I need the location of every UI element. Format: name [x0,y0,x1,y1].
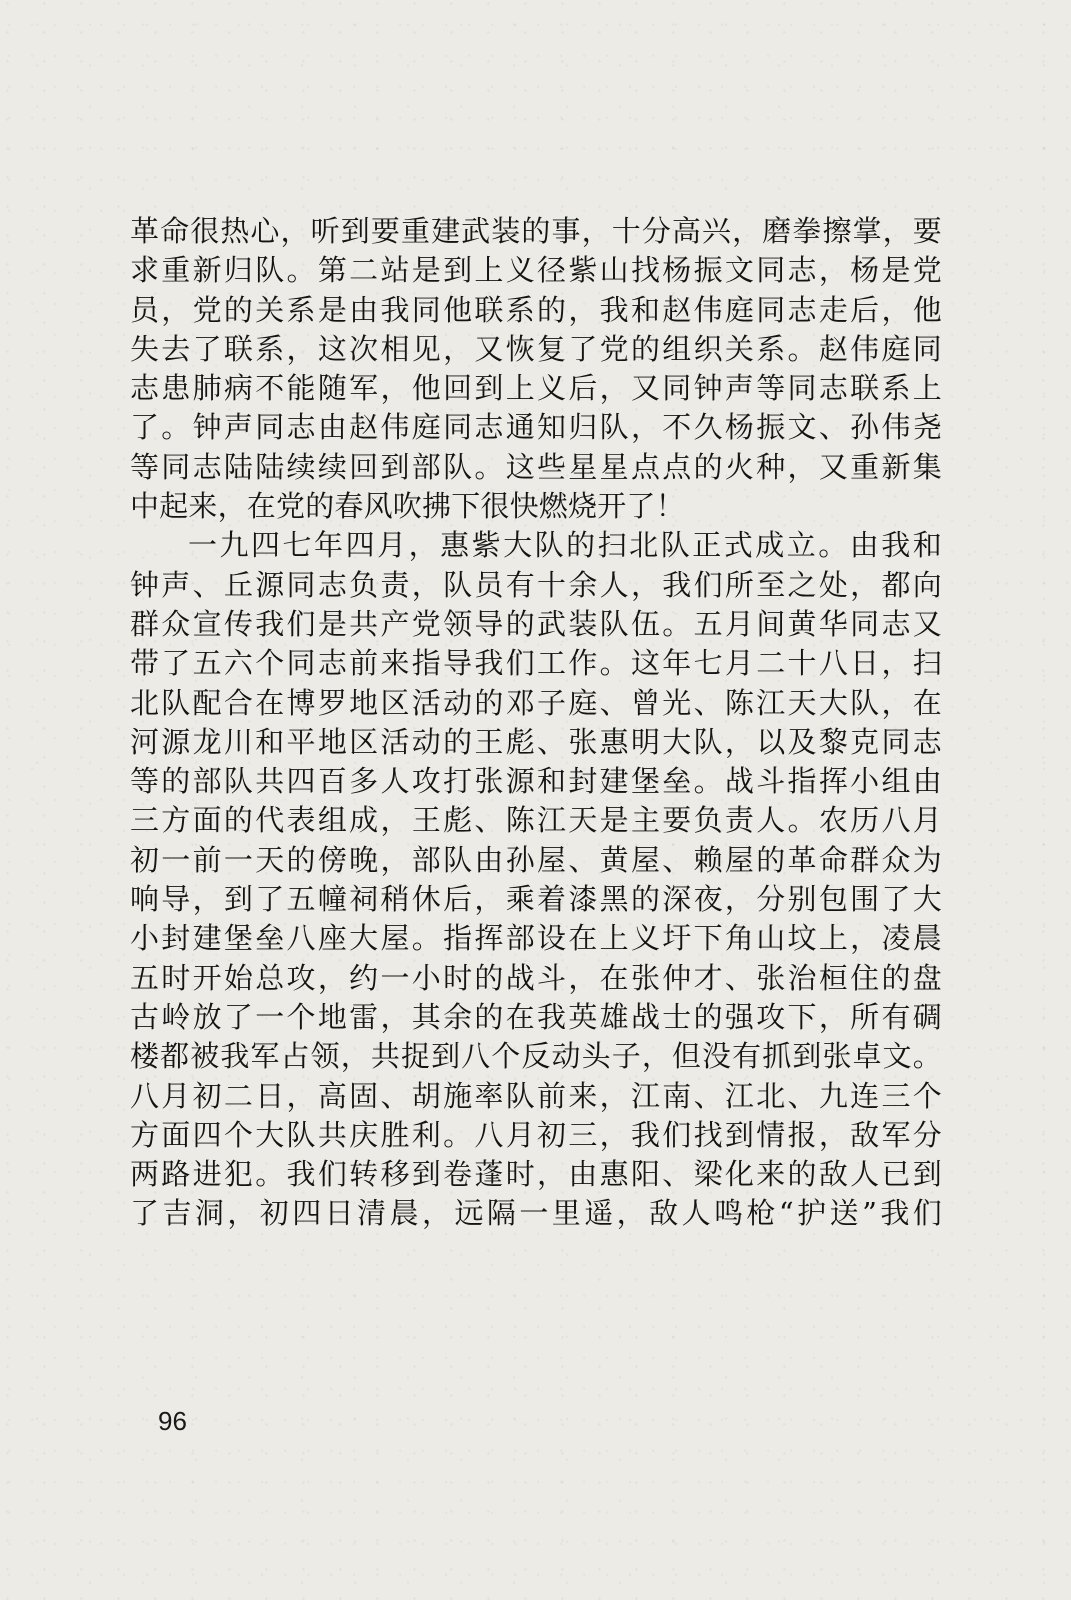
text-line: 了。钟声同志由赵伟庭同志通知归队，不久杨振文、孙伟尧 [130,410,942,445]
text-line: 响导，到了五幢祠稍休后，乘着漆黑的深夜，分别包围了大 [130,882,942,917]
text-line: 失去了联系，这次相见，又恢复了党的组织关系。赵伟庭同 [130,331,942,366]
text-line: 方面四个大队共庆胜利。八月初三，我们找到情报，敌军分 [130,1117,942,1152]
text-line: 小封建堡垒八座大屋。指挥部设在上义圩下角山坟上，凌晨 [130,921,942,956]
text-line: 等的部队共四百多人攻打张源和封建堡垒。战斗指挥小组由 [130,764,942,799]
text-line: 志患肺病不能随军，他回到上义后，又同钟声等同志联系上 [130,371,942,406]
text-line: 初一前一天的傍晚，部队由孙屋、黄屋、赖屋的革命群众为 [130,842,942,877]
text-line: 一九四七年四月，惠紫大队的扫北队正式成立。由我和 [188,528,942,563]
text-line: 三方面的代表组成，王彪、陈江天是主要负责人。农历八月 [130,803,942,838]
text-line: 求重新归队。第二站是到上义径紫山找杨振文同志，杨是党 [130,253,942,288]
text-line: 了吉洞，初四日清晨，远隔一里遥，敌人鸣枪“护送”我们 [130,1196,942,1231]
text-line: 员，党的关系是由我同他联系的，我和赵伟庭同志走后，他 [130,292,942,327]
text-line: 楼都被我军占领，共捉到八个反动头子，但没有抓到张卓文。 [130,1039,942,1074]
text-line: 河源龙川和平地区活动的王彪、张惠明大队，以及黎克同志 [130,724,942,759]
text-line: 古岭放了一个地雷，其余的在我英雄战士的强攻下，所有碉 [130,999,942,1034]
text-line: 中起来，在党的春风吹拂下很快燃烧开了！ [130,489,685,524]
text-line: 八月初二日，高固、胡施率队前来，江南、江北、九连三个 [130,1078,942,1113]
text-line: 五时开始总攻，约一小时的战斗，在张仲才、张治桓住的盘 [130,960,942,995]
text-line: 群众宣传我们是共产党领导的武装队伍。五月间黄华同志又 [130,606,942,641]
text-line: 革命很热心，听到要重建武装的事，十分高兴，磨拳擦掌，要 [130,214,942,248]
text-line: 钟声、丘源同志负责，队员有十余人，我们所至之处，都向 [130,567,942,602]
text-line: 带了五六个同志前来指导我们工作。这年七月二十八日，扫 [130,646,942,681]
page-body-text [130,212,942,1234]
text-line: 北队配合在博罗地区活动的邓子庭、曾光、陈江天大队，在 [130,685,942,720]
page-number: 96 [158,1406,187,1436]
text-line: 两路进犯。我们转移到卷蓬时，由惠阳、梁化来的敌人已到 [130,1157,942,1192]
text-line: 等同志陆陆续续回到部队。这些星星点点的火种，又重新集 [130,449,942,484]
